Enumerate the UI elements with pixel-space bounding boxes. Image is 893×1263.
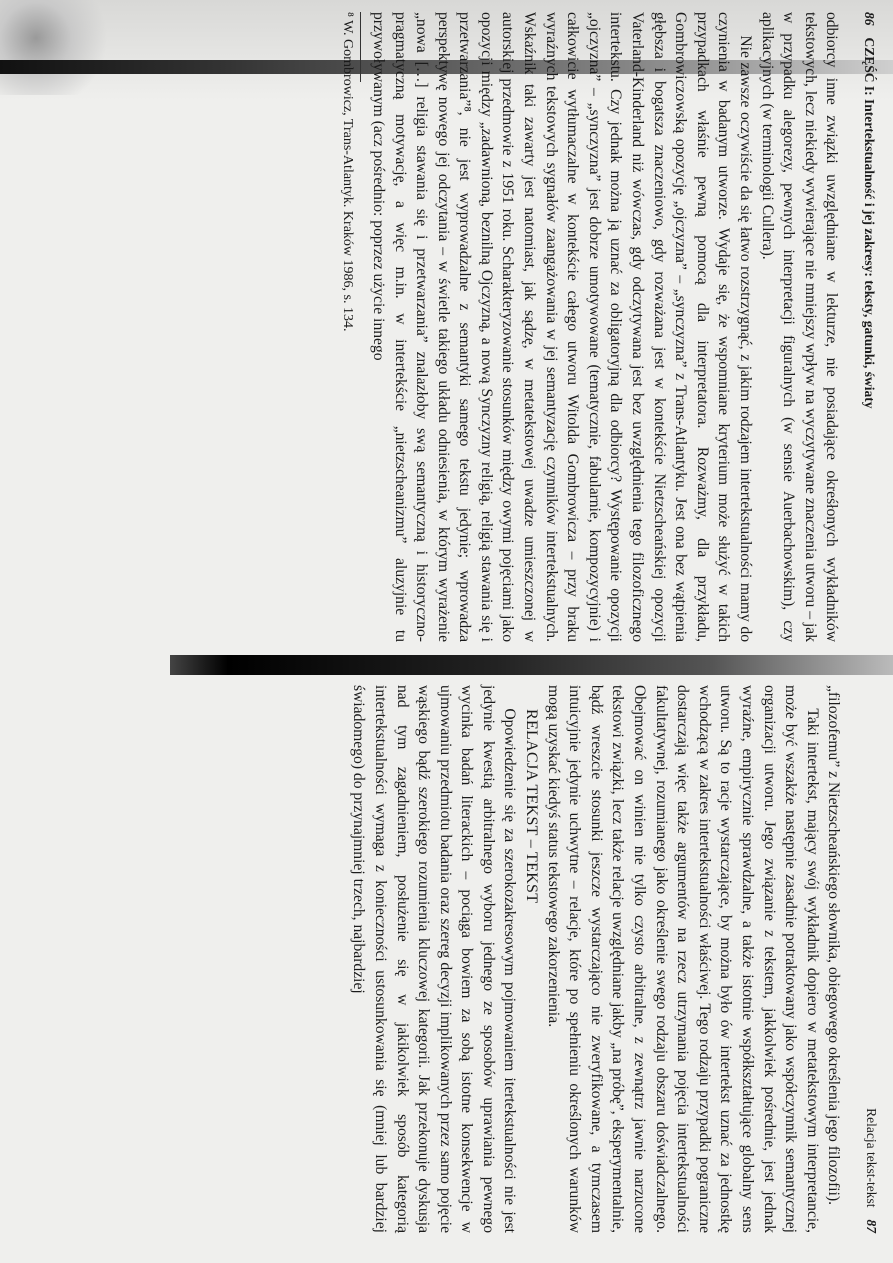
page-number: 86 [862,12,877,26]
paragraph: Nie zawsze oczywiście da się łatwo rozstrzygnąć, z jakim rodzajem intertekstualności mamy do czynienia w badanym utworze. Wydaje się, że wspomniane kryterium może służyć w takich przypadkach właśnie pewną pomocą dla interpretatora. Rozważmy, dla przykładu, Gombrowiczowską opozycję „ojczyzna” – „synczyzna” z Trans-Atlantyku. Jest ona bez wątpienia głębsza i bogatsza znaczeniowo, gdy rozważana jest w kontekście Nietzscheańskiej opozycji Vaterland-Kinderland niż wówczas, gdy odczytywana jest bez uwzględnienia tego filozoficznego intertekstu. Czy jednak można ją uznać za obligatoryjną dla odbiorcy? Występowanie opozycji „ojczyzna” – „synczyzna” jest dobrze umotywowane (tematycznie, fabularnie, kompozycyjnie) i całkowicie wytłumaczalne w kontekście całego utworu Witolda Gombrowicza – przy braku wyraźnych tekstowych sygnałów zaangażowania w jej semantyzację czynników intertekstualnych. Wskaźnik taki zawarty jest natomiast, jak sądzę, w metatekstowej uwadze umieszczonej w autorskiej przedmowie z 1951 roku. Scharakteryzowanie stosunków między owymi pojęciami jako opozycji między „zadawnioną, beznilną Ojczyzną, a nową Synczyzny religią, religią stawania się i przetwarzania”⁸, nie jest wyprowadzalne z semantyki samego tekstu jedynie; wprowadza perspektywę nowego jej odczytania – w świetle takiego układu odniesienia, w którym wyrażenie „nowa […] religia stawania się i przetwarzania” znalazłoby swą semantyczną i historyczno-pragmatyczną motywację, a więc m.in. w intertekście „nietzscheanizmu” aluzyjnie tu przywoływanym (acz pośrednio: poprzez użycie innego [369,12,755,642]
running-head-title: Relacja tekst-tekst [864,1108,879,1208]
right-page [348,685,882,1233]
page-number: 87 [864,1219,879,1233]
paragraph: odbiorcy inne związki uwzględniane w lekturze, nie posiadające okreśłonych wykładników tekstowych, lecz niekiedy wywierające nie mniejszy wpływ na wyczytywane znaczenia utworu – jak w przypadku alegorezy, pewnych interpretacji figuralnych (w sensie Auerbachowskim), czy aplikacyjnych (w terminologii Cullera). [758,12,841,643]
paragraph: Taki intertekst, mający swój wykładnik dopiero w metatekstowym interpretancie, może być wszakże następnie zasadnie potraktowany jako współczynnik semantycznej organizacji utworu. Jego związanie z tekstem, jakkolwiek pośrednie, jest jednak wyraźne, empirycznie sprawdzalne, a także istotnie współkształtujące globalny sens utworu. Są to racje wystarczające, by można było ów intertekst uznać za jednostkę wchodzącą w zakres intertekstualności właściwej. Tego rodzaju przypadki pograniczne dostarczają więc także argumentów na rzecz utrzymania pojęcia intertekstualności fakultatywnej, rozumianego jako określenie swego rodzaju obszaru doświadczalnego. Obejmować on winien nie tylko czysto arbitralne, z zewnątrz jawnie narzucone tekstowi związki, lecz także relacje uwzględniane jakby „na próbę”, eksperymentalnie, bądź wreszcie stosunki jeszcze wystarczająco nie zweryfikowane, a tymczasem intuicyjnie jedynie uchwytne – relacje, które po spełnieniu określonych warunków mogą uzyskać kiedyś status tekstowego zakorzenienia. [544,685,821,1233]
footnote-rule [360,12,361,82]
section-heading: RELACJA TEKST – TEKST [523,709,541,904]
paragraph: „filozofemu” z Nietzscheańskiego słownika, obiegowego określenia jego filozofii). [825,685,843,1206]
running-head [860,685,882,1233]
running-head [858,12,880,642]
book-gutter [170,655,893,675]
left-page [338,12,880,642]
paragraph: Opowiedzenie się za szerokozakresowym pojmowaniem itertekstualności nie jest jedynie kwestią arbitralnego wyboru jednego ze sposobów uprawiania pewnego wycinka badań literackich – pociąga bowiem za sobą istotne konsekwencje w ujmowaniu przedmiotu badania oraz szereg decyzji implikowanych przez samo pojęcie wąskiego bądź szerokiego rozumienia kluczowej kategorii. Jak przekonuje dyskusja nad tym zagadnieniem, posłużenie się w jakikolwiek sposób kategorią intertekstualności wymaga z konieczności ustosunkowania się (mniej lub bardziej świadomego) do przynajmniej trzech, najbardziej [350,685,519,1233]
running-head-title: CZĘŚĆ I: Intertekstualność i jej zakresy: teksty, gatunki, światy [862,37,877,409]
footnote: ⁸ W. Gombrowicz, Trans-Atlantyk. Kraków 1986, s. 134. [340,12,356,332]
scan-artifact [0,0,120,95]
